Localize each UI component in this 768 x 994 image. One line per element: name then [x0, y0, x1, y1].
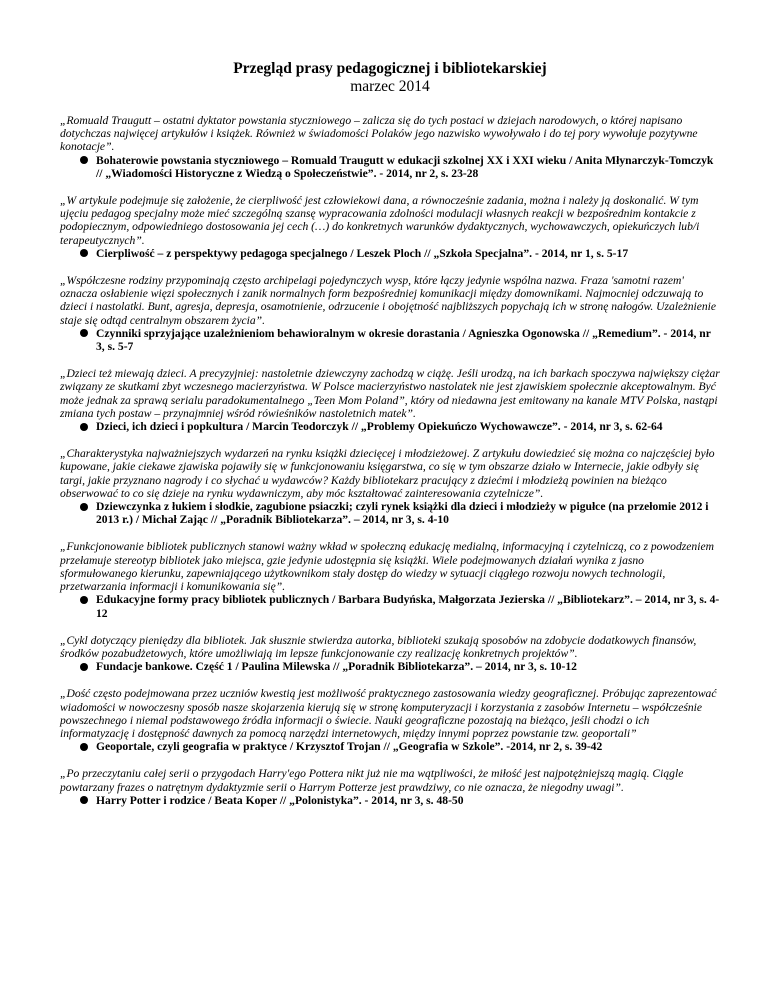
- entry-reference-text: Edukacyjne formy pracy bibliotek publicznych / Barbara Budyńska, Małgorzata Jezierska // „Bibliotekarz”. – 2014, nr 3, s. 4-12: [96, 593, 720, 620]
- entry-reference: [60, 794, 720, 807]
- entry-reference: [60, 593, 720, 619]
- entry-reference: [60, 740, 720, 753]
- entry: [60, 367, 720, 433]
- entry-reference: [60, 420, 720, 433]
- entry-quote: „Współczesne rodziny przypominają często archipelagi pojedynczych wysp, które łączy jedynie wspólna nazwa. Fraza 'samotni razem' oznacza osłabienie więzi społecznych i zanik normalnych form bezpośredniej komunikacji między domownikami. Najmocniej odczuwają to dzieci i nastolatki. Bunt, agresja, depresja, osamotnienie, odrzucenie i obojętność najbliższych popychają ich w stronę nałogów. Uzależnienie staje się odtąd centralnym obszarem życia”.: [60, 274, 717, 327]
- entry-reference: [60, 660, 720, 673]
- page-subtitle: marzec 2014: [350, 78, 430, 95]
- entry: [60, 447, 720, 526]
- entry-reference: [60, 247, 720, 260]
- entry-quote: „Dzieci też miewają dzieci. A precyzyjniej: nastoletnie dziewczyny zachodzą w ciążę. Jeśli urodzą, na ich barkach spoczywa największy ciężar związany ze skutkami zbyt wczesnego macierzyństwa. W Polsce macierzyństwo nastolatek nie jest zjawiskiem społecznie akceptowalnym. Być może jednak za sprawą serialu paradokumentalnego „Teen Mom Poland”, który od niedawna jest emitowany na kanale MTV Polska, nastąpi zmiana tych postaw – przynajmniej wśród rówieśników nastoletnich matek”.: [60, 367, 720, 420]
- entry-quote: „Dość często podejmowana przez uczniów kwestią jest możliwość praktycznego zastosowania wiedzy geograficznej. Próbując zaprezentować wiadomości w nowoczesny sposób nasze skojarzenia kierują się w stronę komputeryzacji i korzystania z zasobów Internetu – współcześnie powszechnego i niemal podstawowego źródła informacji o świecie. Nauki geograficzne pozostają na bieżąco, jeśli chodzi o ich informatyzację i dostępność dawnych za pomocą narzędzi internetowych, między innymi poprzez powstanie tzw. geoportali”: [60, 687, 717, 740]
- entry-reference-text: Dzieci, ich dzieci i popkultura / Marcin Teodorczyk // „Problemy Opiekuńczo Wychowawcze”. - 2014, nr 3, s. 62-64: [96, 420, 663, 434]
- entry-reference-text: Dziewczynka z łukiem i słodkie, zagubione psiaczki; czyli rynek książki dla dzieci i młodzieży w pigułce (na przełomie 2012 i 2013 r.) / Michał Zając // „Poradnik Bibliotekarza”. – 2014, nr 3, s. 4-10: [96, 500, 709, 527]
- entry-reference-text: Bohaterowie powstania styczniowego – Romuald Traugutt w edukacji szkolnej XX i XXI wieku / Anita Młynarczyk-Tomczyk // „Wiadomości Historyczne z Wiedzą o Społeczeństwie”. - 2014, nr 2, s. 23-28: [96, 153, 714, 180]
- entry: [60, 114, 720, 180]
- bullet-icon: [80, 503, 88, 511]
- entry-quote: „Po przeczytaniu całej serii o przygodach Harry'ego Pottera nikt już nie ma wątpliwości, że miłość jest najpotężniejszą magią. Ciągle powtarzany frazes o natrętnym dydaktyzmie serii o Harrym Potterze jest prawdziwy, co nie oznacza, że niegodny uwagi”.: [60, 767, 684, 794]
- entry-quote: „Romuald Traugutt – ostatni dyktator powstania styczniowego – zalicza się do tych postaci w dziejach narodowych, o której napisano dotychczas najwięcej artykułów i książek. Również w świadomości Polaków jego nazwisko wywoływało i do tej pory wywołuje pozytywne konotacje”.: [60, 114, 698, 154]
- entry: [60, 634, 720, 674]
- entry: [60, 687, 720, 753]
- entry-quote: „Charakterystyka najważniejszych wydarzeń na rynku książki dziecięcej i młodzieżowej. Z artykułu dowiedzieć się można co najczęściej było kupowane, jakie ciekawe zjawiska pojawiły się w funkcjonowaniu księgarstwa, co się w tym obszarze działo w Internecie, jakie odbyły się targi, jakie przyznano nagrody i co słychać u wydawców? Każdy bibliotekarz pracujący z dziećmi i młodzieżą powinien na bieżąco obserwować to co się dzieje na rynku wydawniczym, aby móc kształtować zainteresowania czytelnicze”.: [60, 447, 715, 500]
- entry: [60, 767, 720, 807]
- page-title: Przegląd prasy pedagogicznej i bibliotekarskiej: [233, 60, 547, 77]
- entry-reference-text: Cierpliwość – z perspektywy pedagoga specjalnego / Leszek Ploch // „Szkoła Specjalna”. - 2014, nr 1, s. 5-17: [96, 246, 629, 260]
- entry-reference-text: Fundacje bankowe. Część 1 / Paulina Milewska // „Poradnik Bibliotekarza”. – 2014, nr 3, s. 10-12: [96, 660, 577, 674]
- bullet-icon: [80, 329, 88, 337]
- bullet-icon: [80, 249, 88, 257]
- entry: [60, 274, 720, 353]
- bullet-icon: [80, 156, 88, 164]
- entry-reference-text: Czynniki sprzyjające uzależnieniom behawioralnym w okresie dorastania / Agnieszka Ogonowska // „Remedium”. - 2014, nr 3, s. 5-7: [96, 326, 711, 354]
- bullet-icon: [80, 423, 88, 431]
- entry-quote: „Funkcjonowanie bibliotek publicznych stanowi ważny wkład w społeczną edukację medialną, informacyjną i czytelniczą, co z powodzeniem przełamuje stereotyp bibliotek jako miejsca, gzie jedynie udostępnia się książki. Wiele podejmowanych działań wynika z jasno sformułowanego kierunku, zapewniającego użytkownikom stały dostęp do wiedzy w sytuacji ciągłego rozwoju nowych technologii, przetwarzania informacji i komunikowania się”.: [60, 540, 714, 594]
- entry-reference: [60, 154, 720, 180]
- entry-reference-text: Harry Potter i rodzice / Beata Koper // „Polonistyka”. - 2014, nr 3, s. 48-50: [96, 793, 464, 807]
- bullet-icon: [80, 743, 88, 751]
- bullet-icon: [80, 596, 88, 604]
- bullet-icon: [80, 796, 88, 804]
- entry-quote: „Cykl dotyczący pieniędzy dla bibliotek. Jak słusznie stwierdza autorka, biblioteki szukają sposobów na zdobycie dodatkowych finansów, środków pozabudżetowych, które umożliwiają im lepsze funkcjonowanie czy realizację konkretnych projektów”.: [60, 633, 697, 660]
- bullet-icon: [80, 663, 88, 671]
- entry: [60, 194, 720, 260]
- entry-reference: [60, 500, 720, 526]
- entry-reference-text: Geoportale, czyli geografia w praktyce / Krzysztof Trojan // „Geografia w Szkole”. -2014, nr 2, s. 39-42: [96, 740, 603, 754]
- entry-reference: [60, 327, 720, 353]
- entry-quote: „W artykule podejmuje się założenie, że cierpliwość jest człowiekowi dana, a równocześnie zadania, można i należy ją doskonalić. W tym ujęciu pedagog specjalny może mieć szczególną szansę wypracowania zdolności modulacji własnych reakcji w bezpośrednim kontakcie z podopiecznym, odpowiedniego dostosowania jej cech (…) do konkretnych warunków dydaktycznych, wychowawczych, opiekuńczych lub/i terapeutycznych”.: [60, 194, 700, 247]
- entry: [60, 540, 720, 619]
